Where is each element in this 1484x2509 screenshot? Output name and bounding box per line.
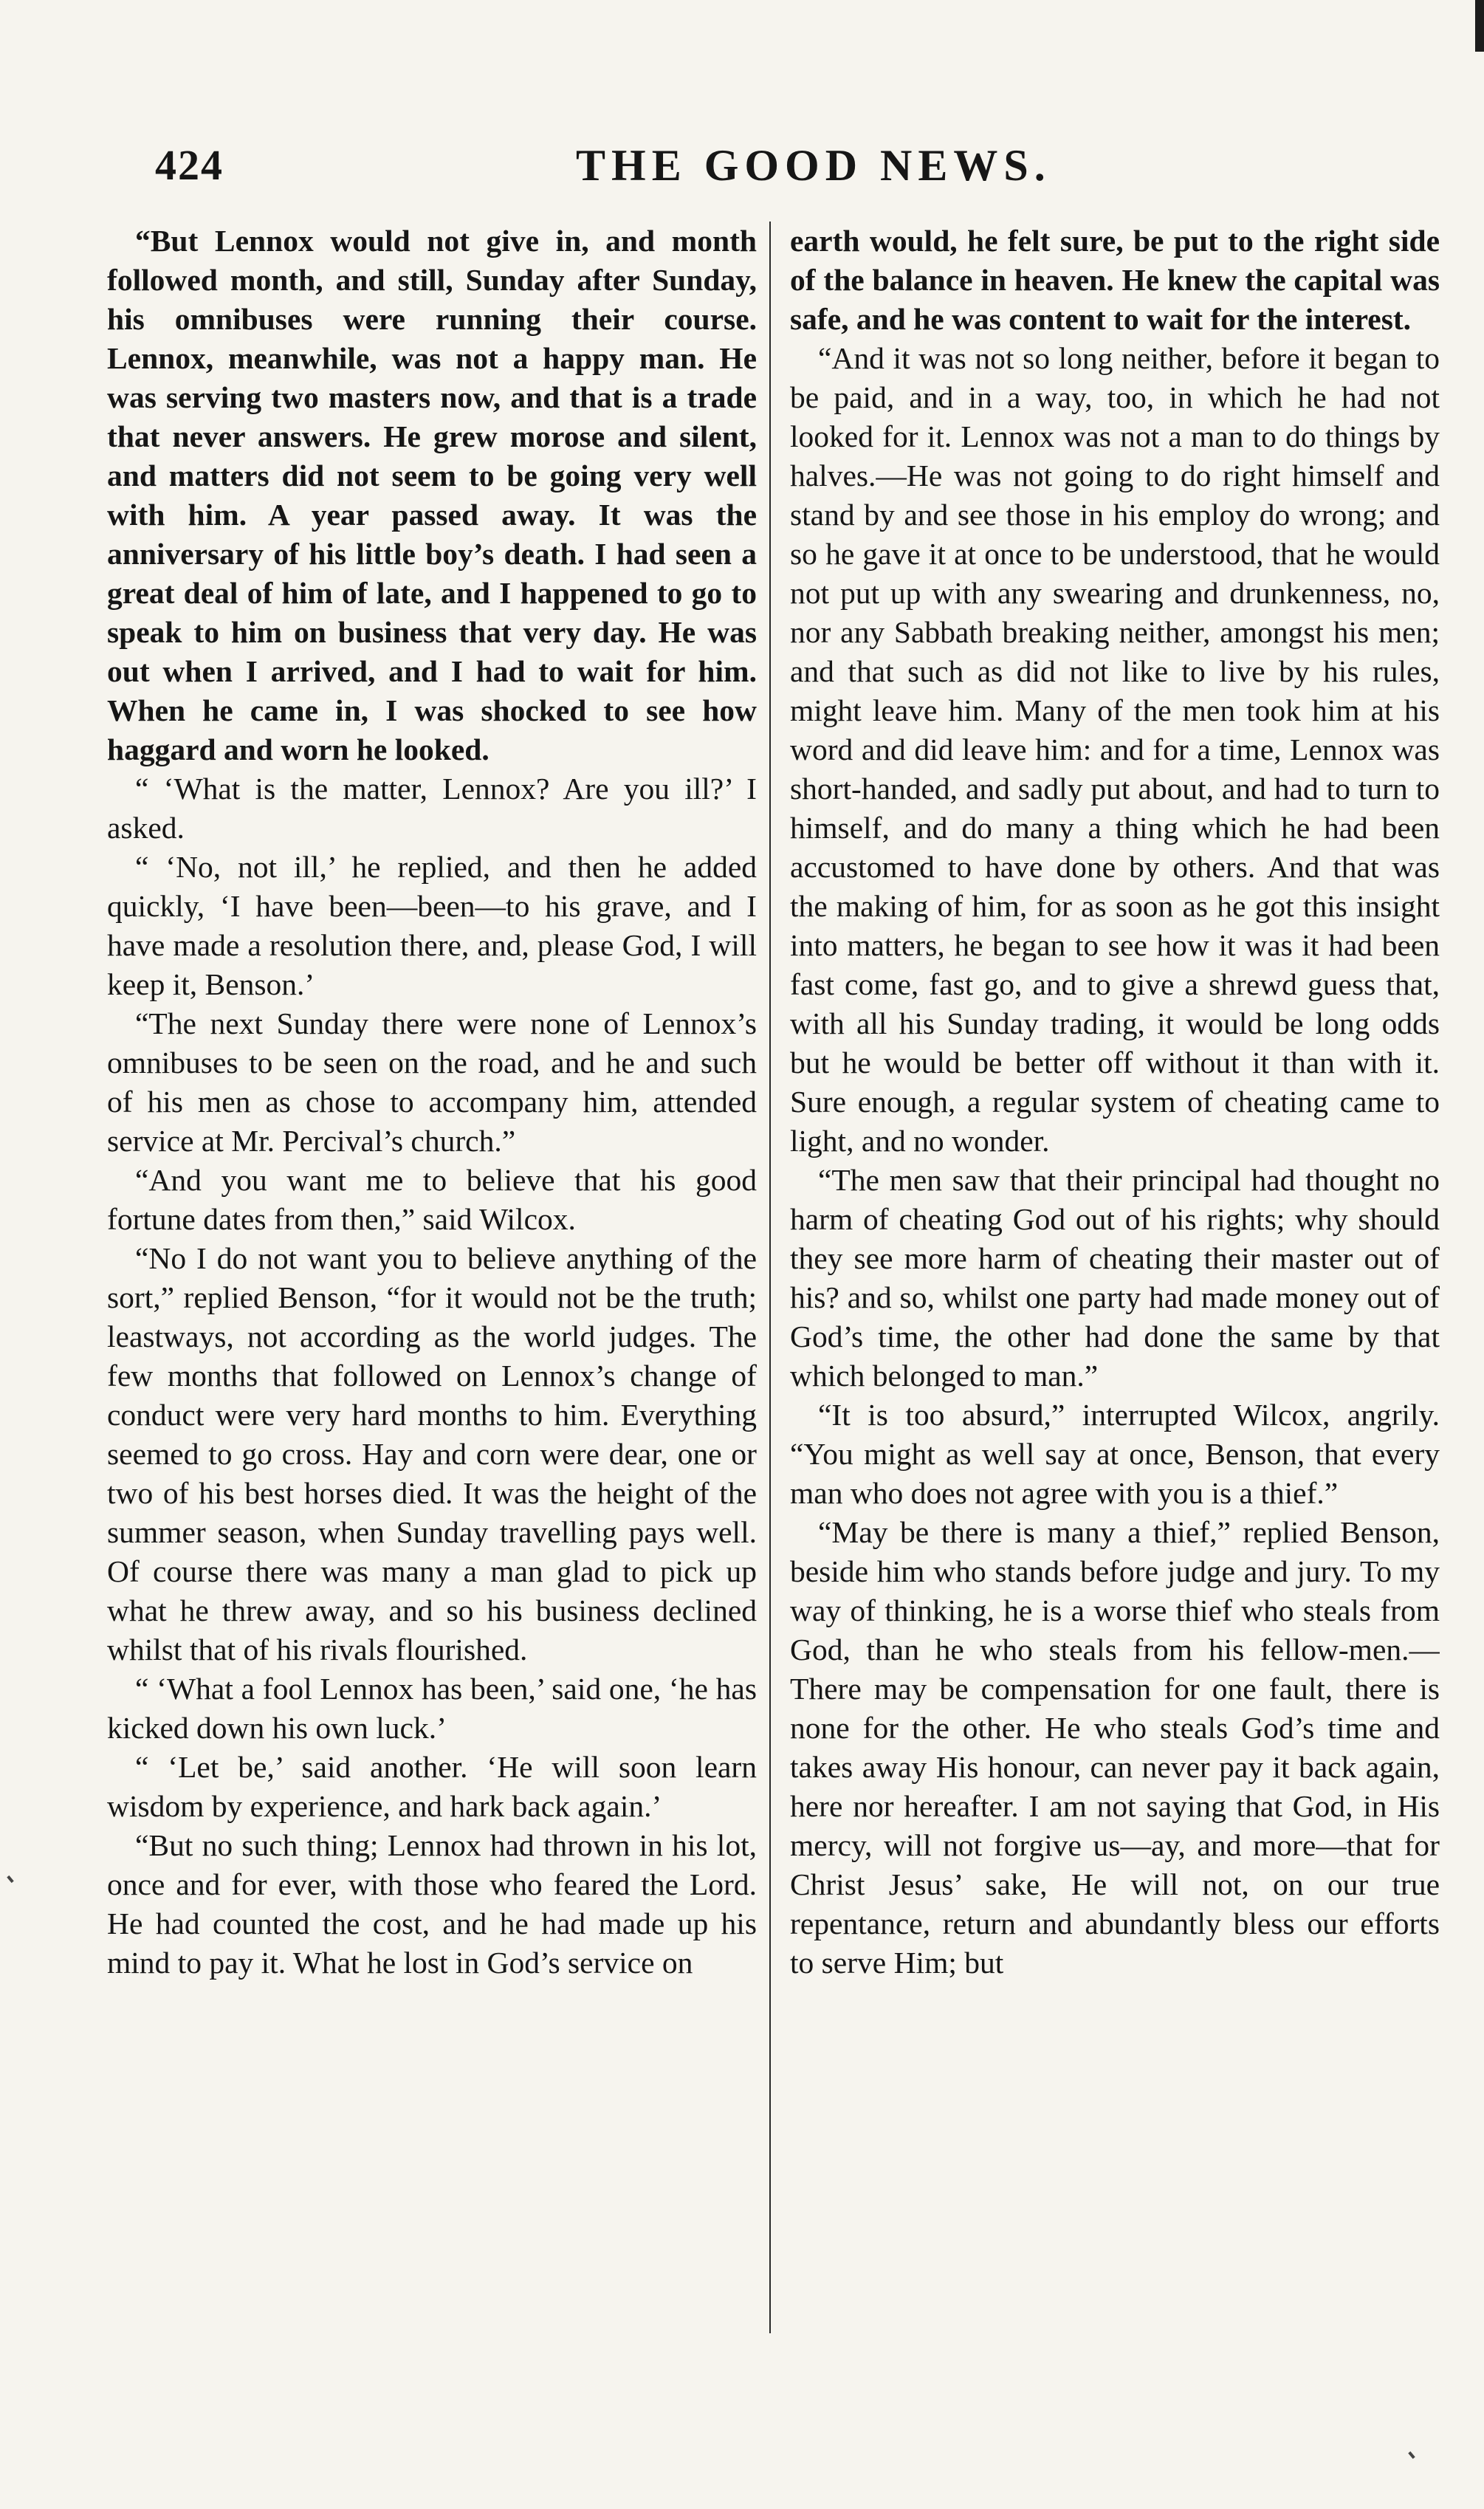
paragraph: “The next Sunday there were none of Lennox’s omnibuses to be seen on the road, and he and such of his men as chose to accompany him, attended service at Mr. Percival’s church.”: [107, 1006, 757, 1158]
print-speck: [1408, 2451, 1415, 2459]
column-divider: [769, 222, 771, 2333]
paragraph: “No I do not want you to believe anything of the sort,” replied Benson, “for it would not be the truth; leastways, not according as the world judges. The few months that followed on Lennox’s change of conduct were very hard months to him. Everything seemed to go cross. Hay and corn were dear, one or two of his best horses died. It was the height of the summer season, when Sunday travelling pays well. Of course there was many a man glad to pick up what he threw away, and so his business declined whilst that of his rivals flourished.: [107, 1241, 757, 1667]
paragraph: “ ‘What a fool Lennox has been,’ said one, ‘he has kicked down his own luck.’: [107, 1672, 757, 1745]
paragraph: “May be there is many a thief,” replied Benson, beside him who stands before judge and jury. To my way of thinking, he is a worse thief who steals from God, than he who steals from his fellow-men.—There may be compensation for one fault, there is none for the other. He who steals God’s time and takes away His honour, can never pay it back again, here nor hereafter. I am not saying that God, in His mercy, will not forgive us—ay, and more—that for Christ Jesus’ sake, He will not, on our true repentance, return and abundantly bless our efforts to serve Him; but: [790, 1515, 1440, 1980]
right-column: [790, 222, 1440, 2422]
paragraph: “And you want me to believe that his good fortune dates from then,” said Wilcox.: [107, 1163, 757, 1236]
paragraph: “ ‘No, not ill,’ he replied, and then he added quickly, ‘I have been—been—to his grave, and I have made a resolution there, and, please God, I will keep it, Benson.’: [107, 850, 757, 1001]
page-number: 424: [155, 141, 224, 189]
page-header: [140, 140, 1381, 207]
paragraph: “And it was not so long neither, before it began to be paid, and in a way, too, in which he had not looked for it. Lennox was not a man to do things by halves.—He was not going to do right himself and stand by and see those in his employ do wrong; and so he gave it at once to be understood, that he would not put up with any swearing and drunkenness, no, nor any Sabbath breaking neither, amongst his men; and that such as did not like to live by his rules, might leave him. Many of the men took him at his word and did leave him: and for a time, Lennox was short-handed, and sadly put about, and had to turn to himself, and do many a thing which he had been accustomed to have done by others. And that was the making of him, for as soon as he got this insight into matters, he began to see how it was it had been fast come, fast go, and to give a shrewd guess that, with all his Sunday trading, it would be long odds but he would be better off without it than with it. Sure enough, a regular system of cheating came to light, and no wonder.: [790, 341, 1440, 1158]
paragraph: “ ‘Let be,’ said another. ‘He will soon learn wisdom by experience, and hark back again.’: [107, 1750, 757, 1823]
paragraph: “It is too absurd,” interrupted Wilcox, angrily. “You might as well say at once, Benson, that every man who does not agree with you is a thief.”: [790, 1398, 1440, 1510]
paragraph: “But Lennox would not give in, and month followed month, and still, Sunday after Sunday, his omnibuses were running their course. Lennox, meanwhile, was not a happy man. He was serving two masters now, and that is a trade that never answers. He grew morose and silent, and matters did not seem to be going very well with him. A year passed away. It was the anniversary of his little boy’s death. I had seen a great deal of him of late, and I happened to go to speak to him on business that very day. He was out when I arrived, and I had to wait for him. When he came in, I was shocked to see how haggard and worn he looked.: [107, 224, 757, 766]
left-column: [107, 222, 757, 2422]
paragraph: “But no such thing; Lennox had thrown in his lot, once and for ever, with those who feared the Lord. He had counted the cost, and he had made up his mind to pay it. What he lost in God’s service on: [107, 1828, 757, 1980]
paragraph: earth would, he felt sure, be put to the right side of the balance in heaven. He knew the capital was safe, and he was content to wait for the interest.: [790, 224, 1440, 336]
print-speck: [7, 1875, 13, 1883]
running-title: THE GOOD NEWS.: [576, 141, 1051, 190]
page-edge-mark: [1475, 0, 1484, 52]
paragraph: “The men saw that their principal had thought no harm of cheating God out of his rights; why should they see more harm of cheating their master out of his? and so, whilst one party had made money out of God’s time, the other had done the same by that which belonged to man.”: [790, 1163, 1440, 1393]
paragraph: “ ‘What is the matter, Lennox? Are you ill?’ I asked.: [107, 772, 757, 845]
